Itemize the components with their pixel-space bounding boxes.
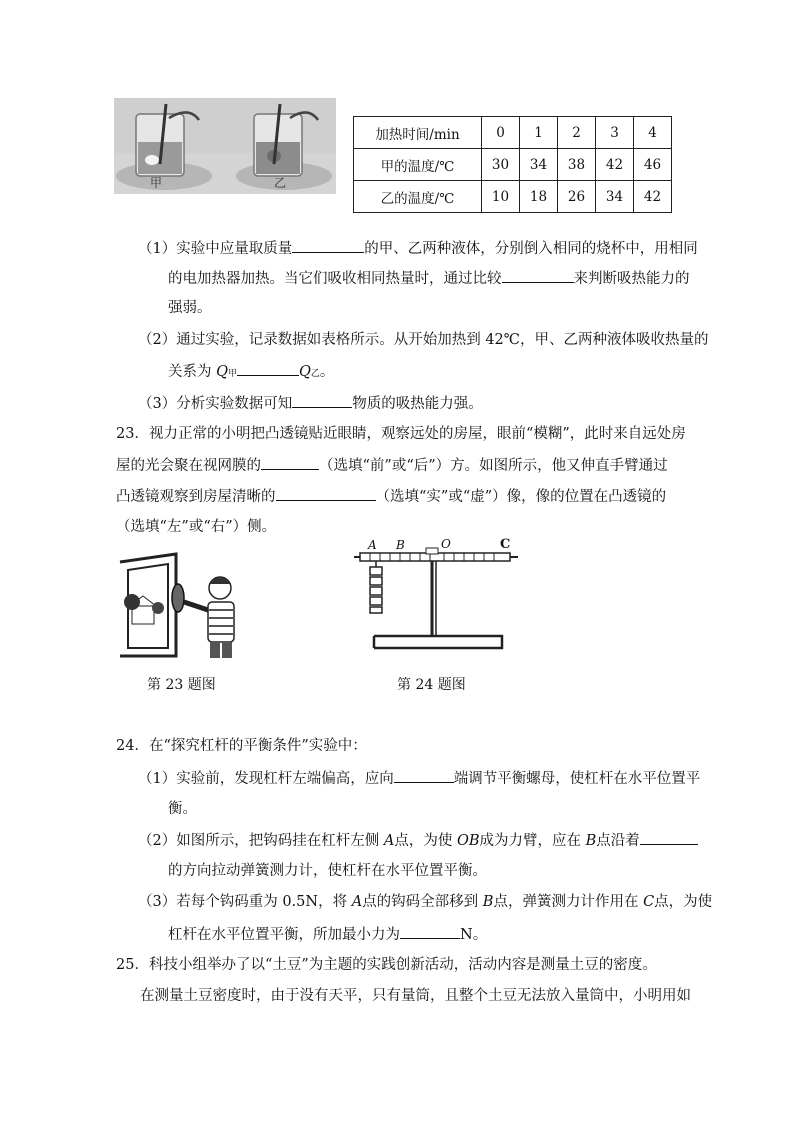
point-label: B: [482, 894, 494, 910]
table-cell: 甲的温度/℃: [354, 149, 482, 181]
table-header-row: [354, 117, 672, 149]
table-cell: 42: [634, 181, 672, 213]
text-span: 端调节平衡螺母，使杠杆在水平位置平: [453, 771, 701, 787]
text-span: （3）若每个钩码重为 0.5N，将: [138, 894, 352, 910]
text-span: 点，为使: [394, 833, 457, 849]
q24-title: 24．在“探究杠杆的平衡条件”实验中：: [116, 738, 367, 754]
table-cell: 加热时间/min: [354, 117, 482, 149]
text-span: （3）分析实验数据可知: [138, 396, 293, 412]
beaker-label-yi: 乙: [274, 176, 287, 190]
q22-part2-line1: （2）通过实验，记录数据如表格所示。从开始加热到 42℃，甲、乙两种液体吸收热量的: [138, 332, 709, 348]
text-span: 的电加热器加热。当它们吸收相同热量时，通过比较: [168, 271, 502, 287]
table-cell: 1: [520, 117, 558, 149]
subscript: 乙: [310, 369, 320, 379]
table-cell: 34: [596, 181, 634, 213]
table-cell: 2: [558, 117, 596, 149]
text-span: 来判断吸热能力的: [573, 271, 690, 287]
text-span: （1）实验前，发现杠杆左端偏高，应向: [138, 771, 394, 787]
point-label: A: [383, 833, 395, 849]
answer-blank[interactable]: [237, 361, 299, 376]
point-label: B: [585, 833, 597, 849]
q24-part3-line2: [168, 924, 487, 945]
q23-line3: [116, 486, 666, 507]
q22-part3-line1: [138, 393, 483, 414]
point-label: C: [643, 894, 655, 910]
q22-part1-line1: [138, 238, 698, 259]
beaker-figure: [114, 98, 336, 194]
q24-caption: 第 24 题图: [397, 677, 466, 693]
lever-label-c: C: [500, 537, 511, 552]
point-label: OB: [456, 833, 480, 849]
table-cell: 26: [558, 181, 596, 213]
text-span: （1）实验中应量取质量: [138, 241, 293, 257]
table-cell: 30: [482, 149, 520, 181]
table-cell: 18: [520, 181, 558, 213]
subscript: 甲: [228, 369, 238, 379]
text-span: 点，弹簧测力计作用在: [493, 894, 644, 910]
table-row: [354, 181, 672, 213]
lever-label-b: B: [396, 538, 405, 552]
text-span: 成为力臂，应在: [479, 833, 586, 849]
text-span: （选填“实”或“虚”）像，像的位置在凸透镜的: [375, 489, 667, 505]
q22-part1-line3: 强弱。: [168, 300, 212, 316]
table-cell: 10: [482, 181, 520, 213]
answer-blank[interactable]: [292, 238, 364, 253]
answer-blank[interactable]: [261, 455, 319, 470]
table-cell: 42: [596, 149, 634, 181]
text-span: 关系为: [168, 364, 217, 380]
text-span: 物质的吸热能力强。: [352, 396, 483, 412]
boy-lens-illustration: [118, 548, 244, 660]
q-symbol: Q: [216, 364, 228, 380]
text-span: 凸透镜观察到房屋清晰的: [116, 489, 276, 505]
q23-line1: 23．视力正常的小明把凸透镜贴近眼睛，观察远处的房屋，眼前“模糊”，此时来自远处房: [116, 426, 686, 442]
q25-line2: 在测量土豆密度时，由于没有天平，只有量筒，且整个土豆无法放入量筒中，小明用如: [140, 988, 691, 1004]
q24-part1-line1: [138, 768, 700, 789]
text-span: 点的钩码全部移到: [362, 894, 483, 910]
q-symbol: Q: [299, 364, 311, 380]
text-span: 点，为使: [654, 894, 713, 910]
answer-blank[interactable]: [400, 924, 460, 939]
text-span: （选填“前”或“后”）方。如图所示，他又伸直手臂通过: [319, 458, 668, 474]
table-cell: 46: [634, 149, 672, 181]
text-span: 屋的光会聚在视网膜的: [116, 458, 261, 474]
q24-part2-line1: [138, 830, 698, 851]
table-cell: 4: [634, 117, 672, 149]
answer-blank[interactable]: [502, 268, 574, 283]
answer-blank[interactable]: [292, 393, 352, 408]
q24-part3-line1: [138, 892, 712, 912]
text-span: 杠杆在水平位置平衡，所加最小力为: [168, 927, 400, 943]
q25-line1: 25．科技小组举办了以“土豆”为主题的实践创新活动，活动内容是测量土豆的密度。: [116, 957, 657, 973]
table-cell: 34: [520, 149, 558, 181]
beaker-illustration: [114, 98, 336, 194]
answer-blank[interactable]: [640, 830, 698, 845]
lever-label-o: O: [441, 537, 451, 551]
text-span: N。: [460, 927, 488, 943]
q23-caption: 第 23 题图: [147, 677, 216, 693]
q23-line2: [116, 455, 668, 476]
text-span: 点沿着: [596, 833, 640, 849]
text-span: 。: [319, 364, 335, 380]
table-cell: 0: [482, 117, 520, 149]
table-row: [354, 149, 672, 181]
point-label: A: [351, 894, 363, 910]
q23-figure: [118, 548, 244, 660]
answer-blank[interactable]: [394, 768, 454, 783]
table-cell: 3: [596, 117, 634, 149]
q22-part1-line2: [168, 268, 690, 289]
q24-part2-line2: 的方向拉动弹簧测力计，使杠杆在水平位置平衡。: [168, 863, 487, 879]
lever-label-a: A: [368, 538, 377, 552]
q23-line4: （选填“左”或“右”）侧。: [116, 519, 277, 535]
q22-part2-line2: [168, 361, 334, 384]
beaker-label-jia: 甲: [150, 176, 163, 190]
heating-data-table: [353, 116, 672, 213]
q24-part1-line2: 衡。: [168, 801, 197, 817]
q24-figure: [352, 536, 522, 654]
text-span: 的甲、乙两种液体，分别倒入相同的烧杯中，用相同: [364, 241, 698, 257]
table-cell: 乙的温度/℃: [354, 181, 482, 213]
text-span: （2）如图所示，把钩码挂在杠杆左侧: [138, 833, 384, 849]
table-cell: 38: [558, 149, 596, 181]
answer-blank[interactable]: [276, 486, 376, 501]
lever-illustration: [352, 536, 522, 654]
